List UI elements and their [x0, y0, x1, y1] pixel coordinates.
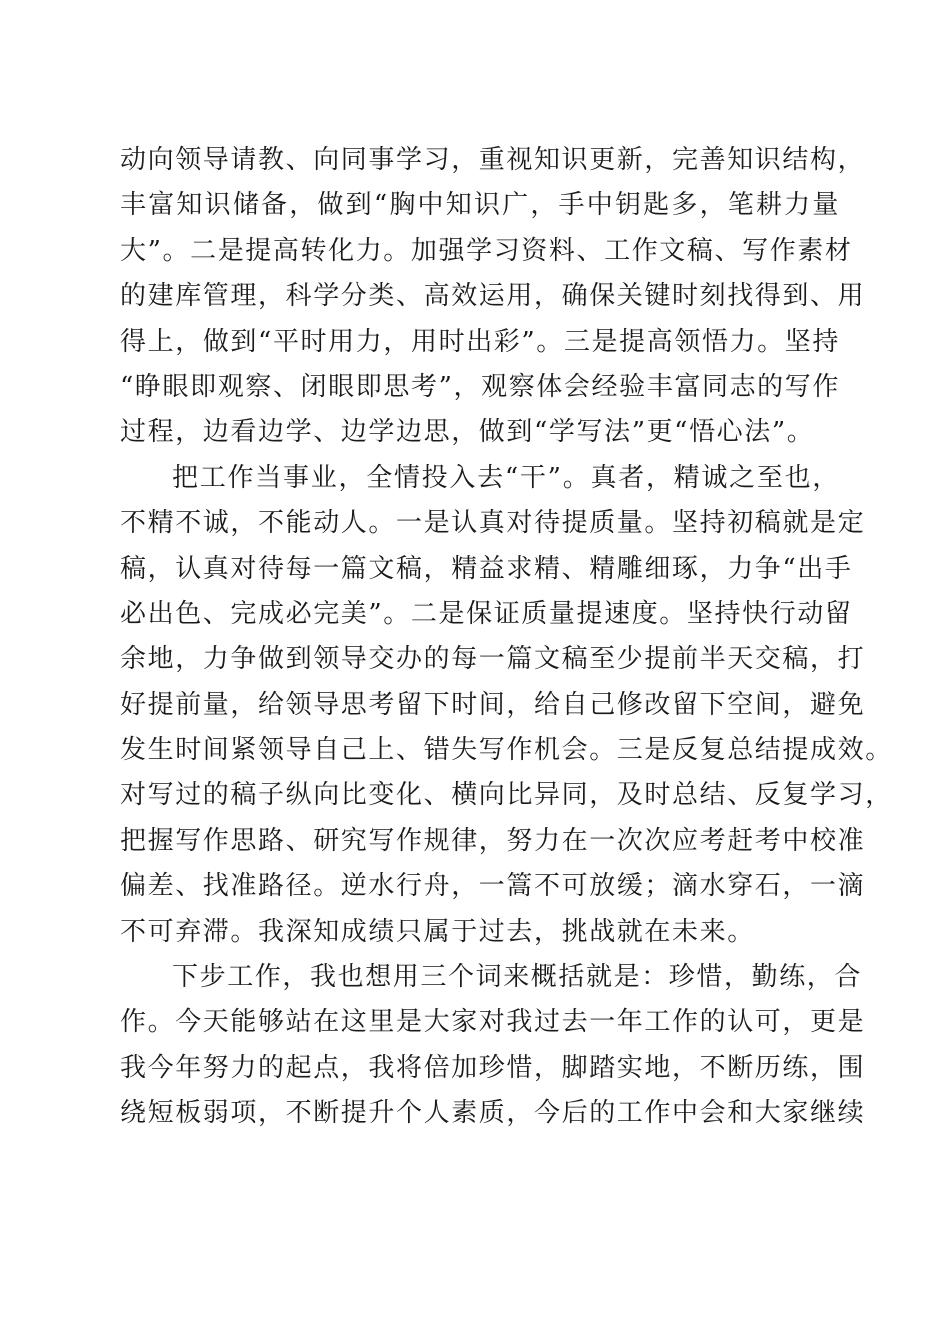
text-line: 不精不诚，不能动人。一是认真对待提质量。坚持初稿就是定: [120, 508, 866, 539]
text-line: 的建库管理，科学分类、高效运用，确保关键时刻找得到、用: [120, 281, 866, 312]
text-line: 偏差、找准路径。逆水行舟，一篙不可放缓；滴水穿石，一滴: [120, 871, 866, 902]
text-line: 我今年努力的起点，我将倍加珍惜，脚踏实地，不断历练，围: [120, 1052, 866, 1083]
text-line: “睁眼即观察、闭眼即思考”，观察体会经验丰富同志的写作: [120, 371, 840, 402]
text-line: 不可弃滞。我深知成绩只属于过去，挑战就在未来。: [120, 916, 755, 947]
text-line: 绕短板弱项，不断提升个人素质，今后的工作中会和大家继续: [120, 1098, 866, 1129]
text-line: 稿，认真对待每一篇文稿，精益求精、精雕细琢，力争“出手: [120, 553, 853, 584]
text-line: 对写过的稿子纵向比变化、横向比异同，及时总结、反复学习，: [120, 780, 893, 811]
text-line: 好提前量，给领导思考留下时间，给自己修改留下空间，避免: [120, 689, 866, 720]
text-line: 作。今天能够站在这里是大家对我过去一年工作的认可，更是: [120, 1007, 866, 1038]
text-line: 下步工作，我也想用三个词来概括就是：珍惜，勤练，合: [172, 962, 863, 993]
text-line: 大”。二是提高转化力。加强学习资料、工作文稿、写作素材: [120, 235, 853, 266]
text-line: 发生时间紧领导自己上、错失写作机会。三是反复总结提成效。: [120, 735, 893, 766]
document-body: [120, 138, 893, 1137]
text-line: 得上，做到“平时用力，用时出彩”。三是提高领悟力。坚持: [120, 326, 840, 357]
text-line: 丰富知识储备，做到“胸中知识广，手中钥匙多，笔耕力量: [120, 190, 840, 221]
text-line: 余地，力争做到领导交办的每一篇文稿至少提前半天交稿，打: [120, 644, 866, 675]
text-line: 必出色、完成必完美”。二是保证质量提速度。坚持快行动留: [120, 598, 853, 629]
text-line: 动向领导请教、向同事学习，重视知识更新，完善知识结构，: [120, 145, 866, 175]
text-line: 把握写作思路、研究写作规律，努力在一次次应考赶考中校准: [120, 825, 866, 856]
text-line: 过程，边看边学、边学边思，做到“学写法”更“悟心法”。: [120, 417, 815, 448]
text-line: 把工作当事业，全情投入去“干”。真者，精诚之至也，: [172, 462, 840, 493]
